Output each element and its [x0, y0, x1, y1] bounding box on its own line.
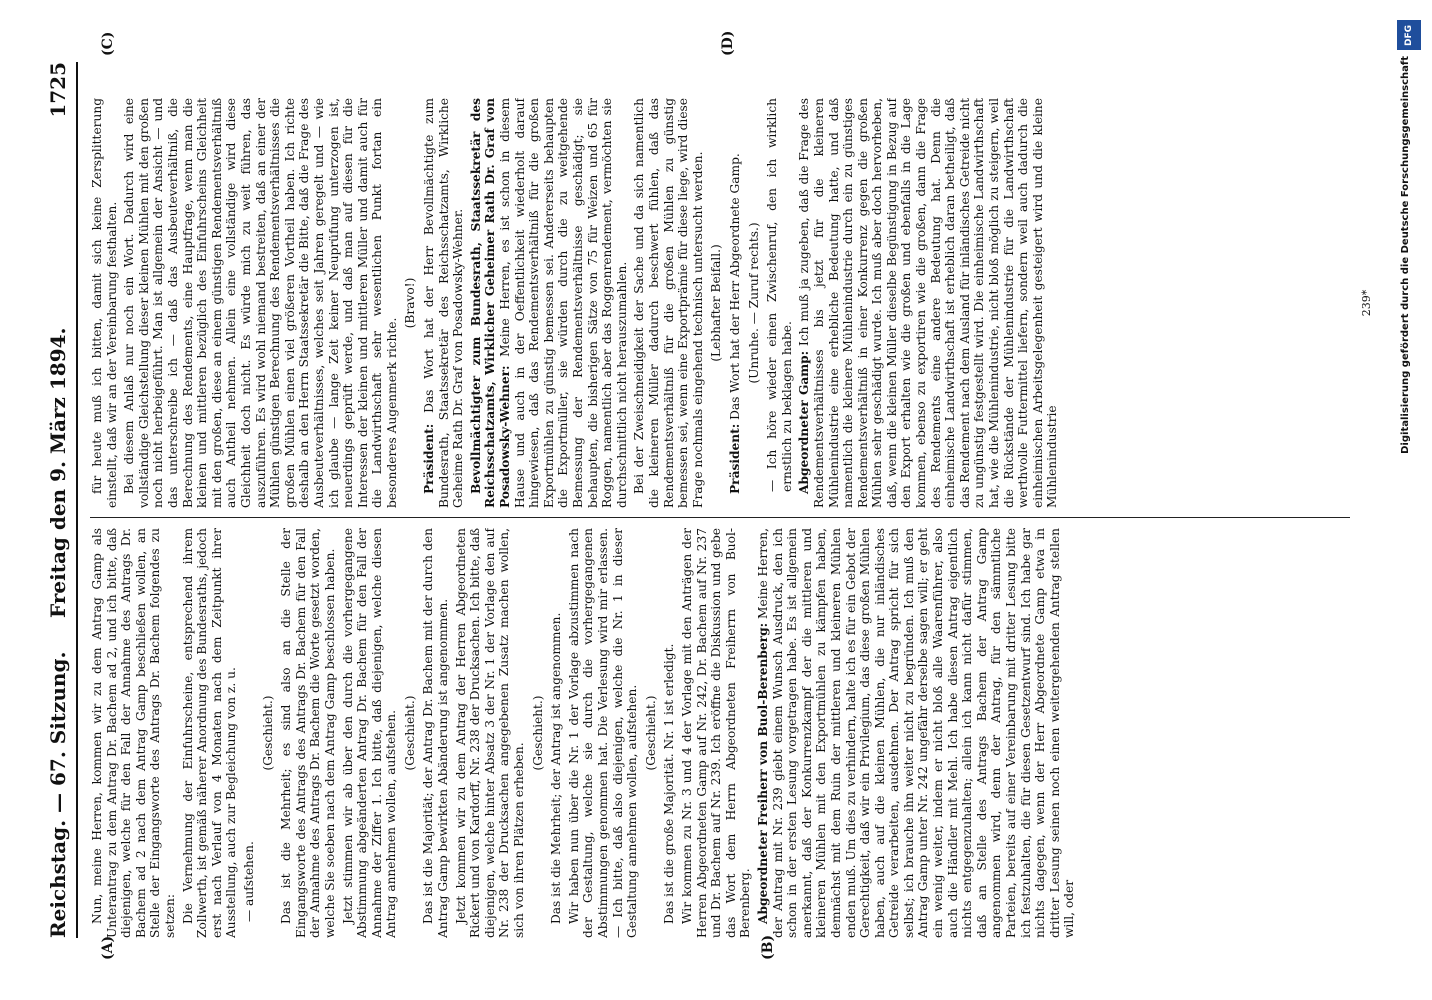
paragraph-text: Das ist die Mehrheit; der Antrag ist angenommen.	[549, 612, 564, 924]
speech-continuation	[765, 98, 794, 508]
paragraph-text: Das Wort hat der Herr Bevollmächtigte zum Bundesrath, Staatssekretär des Reichsschatzamts, Wirkliche Geheime Rath Dr. Graf von Posadowsky-Wehner.	[422, 98, 466, 508]
signature-mark: 239*	[1360, 289, 1373, 317]
paragraph	[549, 528, 564, 938]
paragraph-text: Nun, meine Herren, kommen wir zu dem Antrag Gamp als Unterantrag zu dem Antrag Dr. Bachem ad 2, und ich bitte, daß diejenigen, welche für den Fall der Annahme des Antrags Dr. Bachem ad 2 nach dem Antrag Gamp beschließen wollen, an Stelle der Eingangsworte des Antrags Dr. Bachem folgendes zu setzen:	[90, 528, 177, 938]
paragraph-text: Meine Herren, es ist schon in diesem Hause und auch in der Oeffentlichkeit wiederholt darauf hingewiesen, daß das Rendementsverhältniß für die großen Exportmühlen zu günstig bemessen sei. Andererseits behaupten die Exportmüller, sie würden durch die zu weitgehende Bemessung der Rendementsverhältnisse geschädigt; sie behaupten, die bisherigen Sätze von 75 für Weizen und 65 für Roggen, namentlich aber das Roggenrendement, vermöchten sie durchschnittlich nicht herauszumahlen.	[498, 98, 629, 508]
paragraph	[662, 528, 677, 938]
header-date: Freitag den 9. März 1894.	[46, 327, 70, 618]
paragraph	[122, 98, 399, 508]
paragraph	[341, 528, 399, 938]
paragraph-text: Das Wort hat der Herr Abgeordnete Gamp.	[727, 153, 742, 424]
stage-direction	[709, 98, 724, 508]
paragraph	[454, 528, 527, 938]
speaker-name: Präsident:	[422, 423, 437, 494]
paragraph-text: Bei der Zweischneidigkeit der Sache und da sich namentlich die kleineren Müller dadurch beschwert fühlen, daß das Rendementsverhältniß für die großen Mühlen zu günstig bemessen sei, wenn eine Exportprämie für diese liege, wird diese Frage nochmals eingehend technisch untersucht werden.	[632, 98, 705, 508]
dfg-logo: DFG	[1397, 20, 1421, 50]
column-divider	[90, 517, 1350, 518]
paragraph-text: — Ich höre wieder einen Zwischenruf, den ich wirklich ernstlich zu beklagen habe.	[765, 98, 794, 492]
paragraph-text: (Geschieht.)	[643, 695, 658, 771]
paragraph	[728, 98, 743, 508]
paragraph-text: Jetzt kommen wir zu dem Antrag der Herren Abgeordneten Rickert und von Kardorff, Nr. 238 der Drucksachen. Ich bitte, daß diejenigen, welche hinter Absatz 3 der Nr. 1 der Vorlage den auf Nr. 238 der Drucksachen angegebenen Zusatz machen wollen, sich von ihren Plätzen erheben.	[453, 528, 527, 938]
paragraph-text: Bei diesem Anlaß nur noch ein Wort. Dadurch wird eine vollständige Gleichstellung dieser kleinen Mühlen mit den großen noch nicht herbeigeführt. Man ist allgemein der Ansicht — und das unterschreibe ich — daß das Ausbeuteverhältniß, die Berechnung des Rendements, eine Hauptfrage, wenn man die kleinen und mittleren bezüglich des Einfuhrscheins Gleichheit mit den großen, diese an einem günstigen Rendementsverhältniß auch Antheil nehmen. Allein eine vollständige wird diese Gleichheit doch nicht. Es würde mich zu weit führen, das auszuführen. Es wird wohl niemand bestreiten, daß an einer der Mühlen günstigen Berechnung des Rendementsverhältnisses die großen Mühlen einen viel größeren Vortheil haben. Ich richte deshalb an den Herrn Staatssekretär die Bitte, daß die Frage des Ausbeuteverhältnisses, welches seit Jahren geregelt und — wie ich glaube — lange Zeit keiner Neuprüfung unterzogen ist, neuerdings geprüft werde, und daß man auf diesen für die Interessen der kleinen und mittleren Müller und damit auch für die Landwirthschaft sehr wesentlichen Punkt fortan ein besonderes Augenmerk richte.	[122, 98, 399, 508]
speaker-name: Bevollmächtigter zum Bundesrath, Staatssekretär des Reichsschatzamts, Wirklicher Geheimer Rath Dr. Graf von Posadowsky-Wehner:	[468, 98, 513, 508]
paragraph-text: Das ist die große Majorität. Nr. 1 ist erledigt.	[662, 643, 677, 924]
paragraph	[422, 98, 466, 508]
header-page-number: 1725	[46, 62, 70, 118]
speaker-name: Abgeordneter Freiherr von Buol-Berenberg:	[755, 622, 770, 924]
margin-marker-a: (A)	[100, 935, 116, 960]
margin-marker-d: (D)	[720, 30, 736, 56]
stage-direction	[531, 528, 546, 938]
paragraph	[797, 98, 1060, 508]
left-text-column	[90, 528, 1350, 938]
margin-marker-b: (B)	[760, 934, 776, 960]
paragraph-text: Das ist die Mehrheit; es sind also an die Stelle der Eingangsworte des Antrags des Antrags Dr. Bachem für den Fall der Annahme des Antrags Dr. Bachem die Worte gesetzt worden, welche Sie soeben nach dem Antrag Gamp beschlossen haben.	[279, 528, 337, 938]
paragraph	[279, 528, 337, 938]
header-session: Reichstag. — 67. Sitzung.	[46, 651, 70, 938]
paragraph	[90, 528, 178, 938]
paragraph-text: Meine Herren, der Antrag mit Nr. 239 giebt einem Wunsch Ausdruck, den ich schon in der ersten Lesung vorgetragen habe. Es ist allgemein anerkannt, daß der Konkurrenzkampf der die mittleren und kleineren Mühlen mit den Exportmühlen zu kämpfen haben, demnächst mit dem Ruin der mittleren und kleineren Mühlen enden muß. Um dies zu verhindern, halte ich es für ein Gebot der Gerechtigkeit, daß wir ein Privilegium, das diese großen Mühlen haben, auch auf die kleinen Mühlen, die nur inländisches Getreide verarbeiten, ausdehnen. Der Antrag spricht für sich selbst; ich brauche ihn weiter nicht zu begründen. Ich muß den Antrag Gamp unter Nr. 242 ungefähr derselbe sagen will; er geht ein wenig weiter, indem er nicht bloß alle Waarenführer, also auch die Händler mit Mehl. Ich habe diesen Antrag eigentlich nichts entgegenzuhalten; allein ich kann nicht dafür stimmen, daß an Stelle des Antrags Bachem der Antrag Gamp angenommen wird, denn der Antrag, für den sämmtliche Parteien, bereits auf einer Vereinbarung mit dritter Lesung bitte ich festzuhalten, die für diesen Gesetzentwurf sind. Ich habe gar nichts dagegen, wenn der Herr Abgeordnete Gamp etwa in dritter Lesung seinen noch einen weitergehenden Antrag stellen will, oder	[755, 528, 1077, 938]
paragraph	[567, 528, 640, 938]
paragraph-text: (Lebhafter Beifall.)	[709, 244, 724, 362]
paragraph-text: Ich muß ja zugeben, daß die Frage des Rendementsverhältnisses bis jetzt für die kleineren Mühlenindustrie eine erhebliche Bedeutung hatte, und daß namentlich die kleinere Mühlenindustrie durch ein zu günstiges Rendementsverhältniß in einer Konkurrenz gegen die großen Mühlen sehr geschädigt wurde. Ich muß aber doch hervorheben, daß, wenn die kleinen Müller dieselbe Begünstigung in Bezug auf den Export erhalten wie die großen und ebenfalls in die Lage kommen, ebenso zu exportiren wie die großen, dann die Frage des Rendements eine andere Bedeutung hat. Denn die einheimische Landwirthschaft ist erheblich daran betheiligt, daß das Rendement nach dem Ausland für inländisches Getreide nicht zu ungünstig festgestellt wird. Die einheimische Landwirthschaft hat, wie die Mühlenindustrie, nicht bloß möglich zu steigern, weil die Rückstände der Mühlenindustrie für die Landwirthschaft werthvolle Futtermittel liefern, sondern weil auch dadurch die einheimischen Arbeitsgelegenheit gesteigert wird und die kleine Mühlenindustrie	[797, 98, 1060, 508]
speaker-name: Präsident:	[727, 423, 742, 494]
paragraph	[90, 98, 119, 508]
paragraph-text: Jetzt stimmen wir ab über den durch die vorhergegangene Abstimmung abgeänderten Antrag Dr. Bachem für den Fall der Annahme der Ziffer 1. Ich bitte, daß diejenigen, welche diesen Antrag annehmen wollen, aufstehen.	[340, 528, 399, 938]
page-header	[40, 62, 78, 938]
paragraph	[469, 98, 630, 508]
paragraph	[181, 528, 239, 938]
paragraph-text: Wir haben nun über die Nr. 1 der Vorlage abzustimmen nach der Gestaltung, welche sie durch die vorhergegangenen Abstimmungen genommen hat. Die Verlesung wird mir erlassen. — Ich bitte, daß also diejenigen, welche die Nr. 1 in dieser Gestaltung annehmen wollen, aufstehen.	[566, 528, 640, 938]
paragraph	[421, 528, 450, 938]
stage-direction	[403, 98, 418, 508]
digitization-credit	[1396, 14, 1422, 986]
paragraph-text: (Bravo!)	[403, 277, 418, 329]
right-text-column	[90, 98, 1350, 508]
paragraph-text: (Geschieht.)	[402, 695, 417, 771]
paragraph-text: (Unruhe. — Zuruf rechts.)	[746, 222, 761, 384]
paragraph-text: (Geschieht.)	[260, 695, 275, 771]
stage-direction	[747, 98, 762, 508]
paragraph	[632, 98, 705, 508]
paragraph-text: (Geschieht.)	[530, 695, 545, 771]
margin-marker-c: (C)	[100, 31, 116, 56]
paragraph	[680, 528, 753, 938]
paragraph-text: — aufstehen.	[241, 841, 256, 922]
paragraph-text: Die Vernehmung der Einfuhrscheine, entsprechend ihrem Zollwerth, ist gemäß näherer Anordnung des Bundesraths, jedoch erst nach Verlauf von 4 Monaten nach dem Zeitpunkt ihrer Ausstellung, auch zur Begleichung von z. u.	[180, 528, 239, 938]
paragraph-text: für heute muß ich bitten, damit sich keine Zersplitterung einstellt, daß wir an der Vereinbarung festhalten.	[90, 98, 119, 508]
stage-direction	[644, 528, 659, 938]
speech-continuation	[242, 528, 257, 938]
paragraph-text: Wir kommen zu Nr. 3 und 4 der Vorlage mit den Anträgen der Herren Abgeordneten Gamp auf Nr. 242, Dr. Bachem auf Nr. 237 und Dr. Bachem auf Nr. 239. Ich eröffne die Diskussion und gebe das Wort dem Herrn Abgeordneten Freiherrn von Buol-Berenberg.	[679, 528, 753, 938]
credit-text: Digitalisierung gefördert durch die Deutsche Forschungsgemeinschaft	[1400, 56, 1411, 454]
paragraph	[756, 528, 1077, 938]
paragraph-text: Das ist die Majorität; der Antrag Dr. Bachem mit der durch den Antrag Gamp bewirkten Abänderung ist angenommen.	[421, 528, 451, 938]
stage-direction	[403, 528, 418, 938]
speaker-name: Abgeordneter Gamp:	[797, 350, 812, 494]
stage-direction	[261, 528, 276, 938]
